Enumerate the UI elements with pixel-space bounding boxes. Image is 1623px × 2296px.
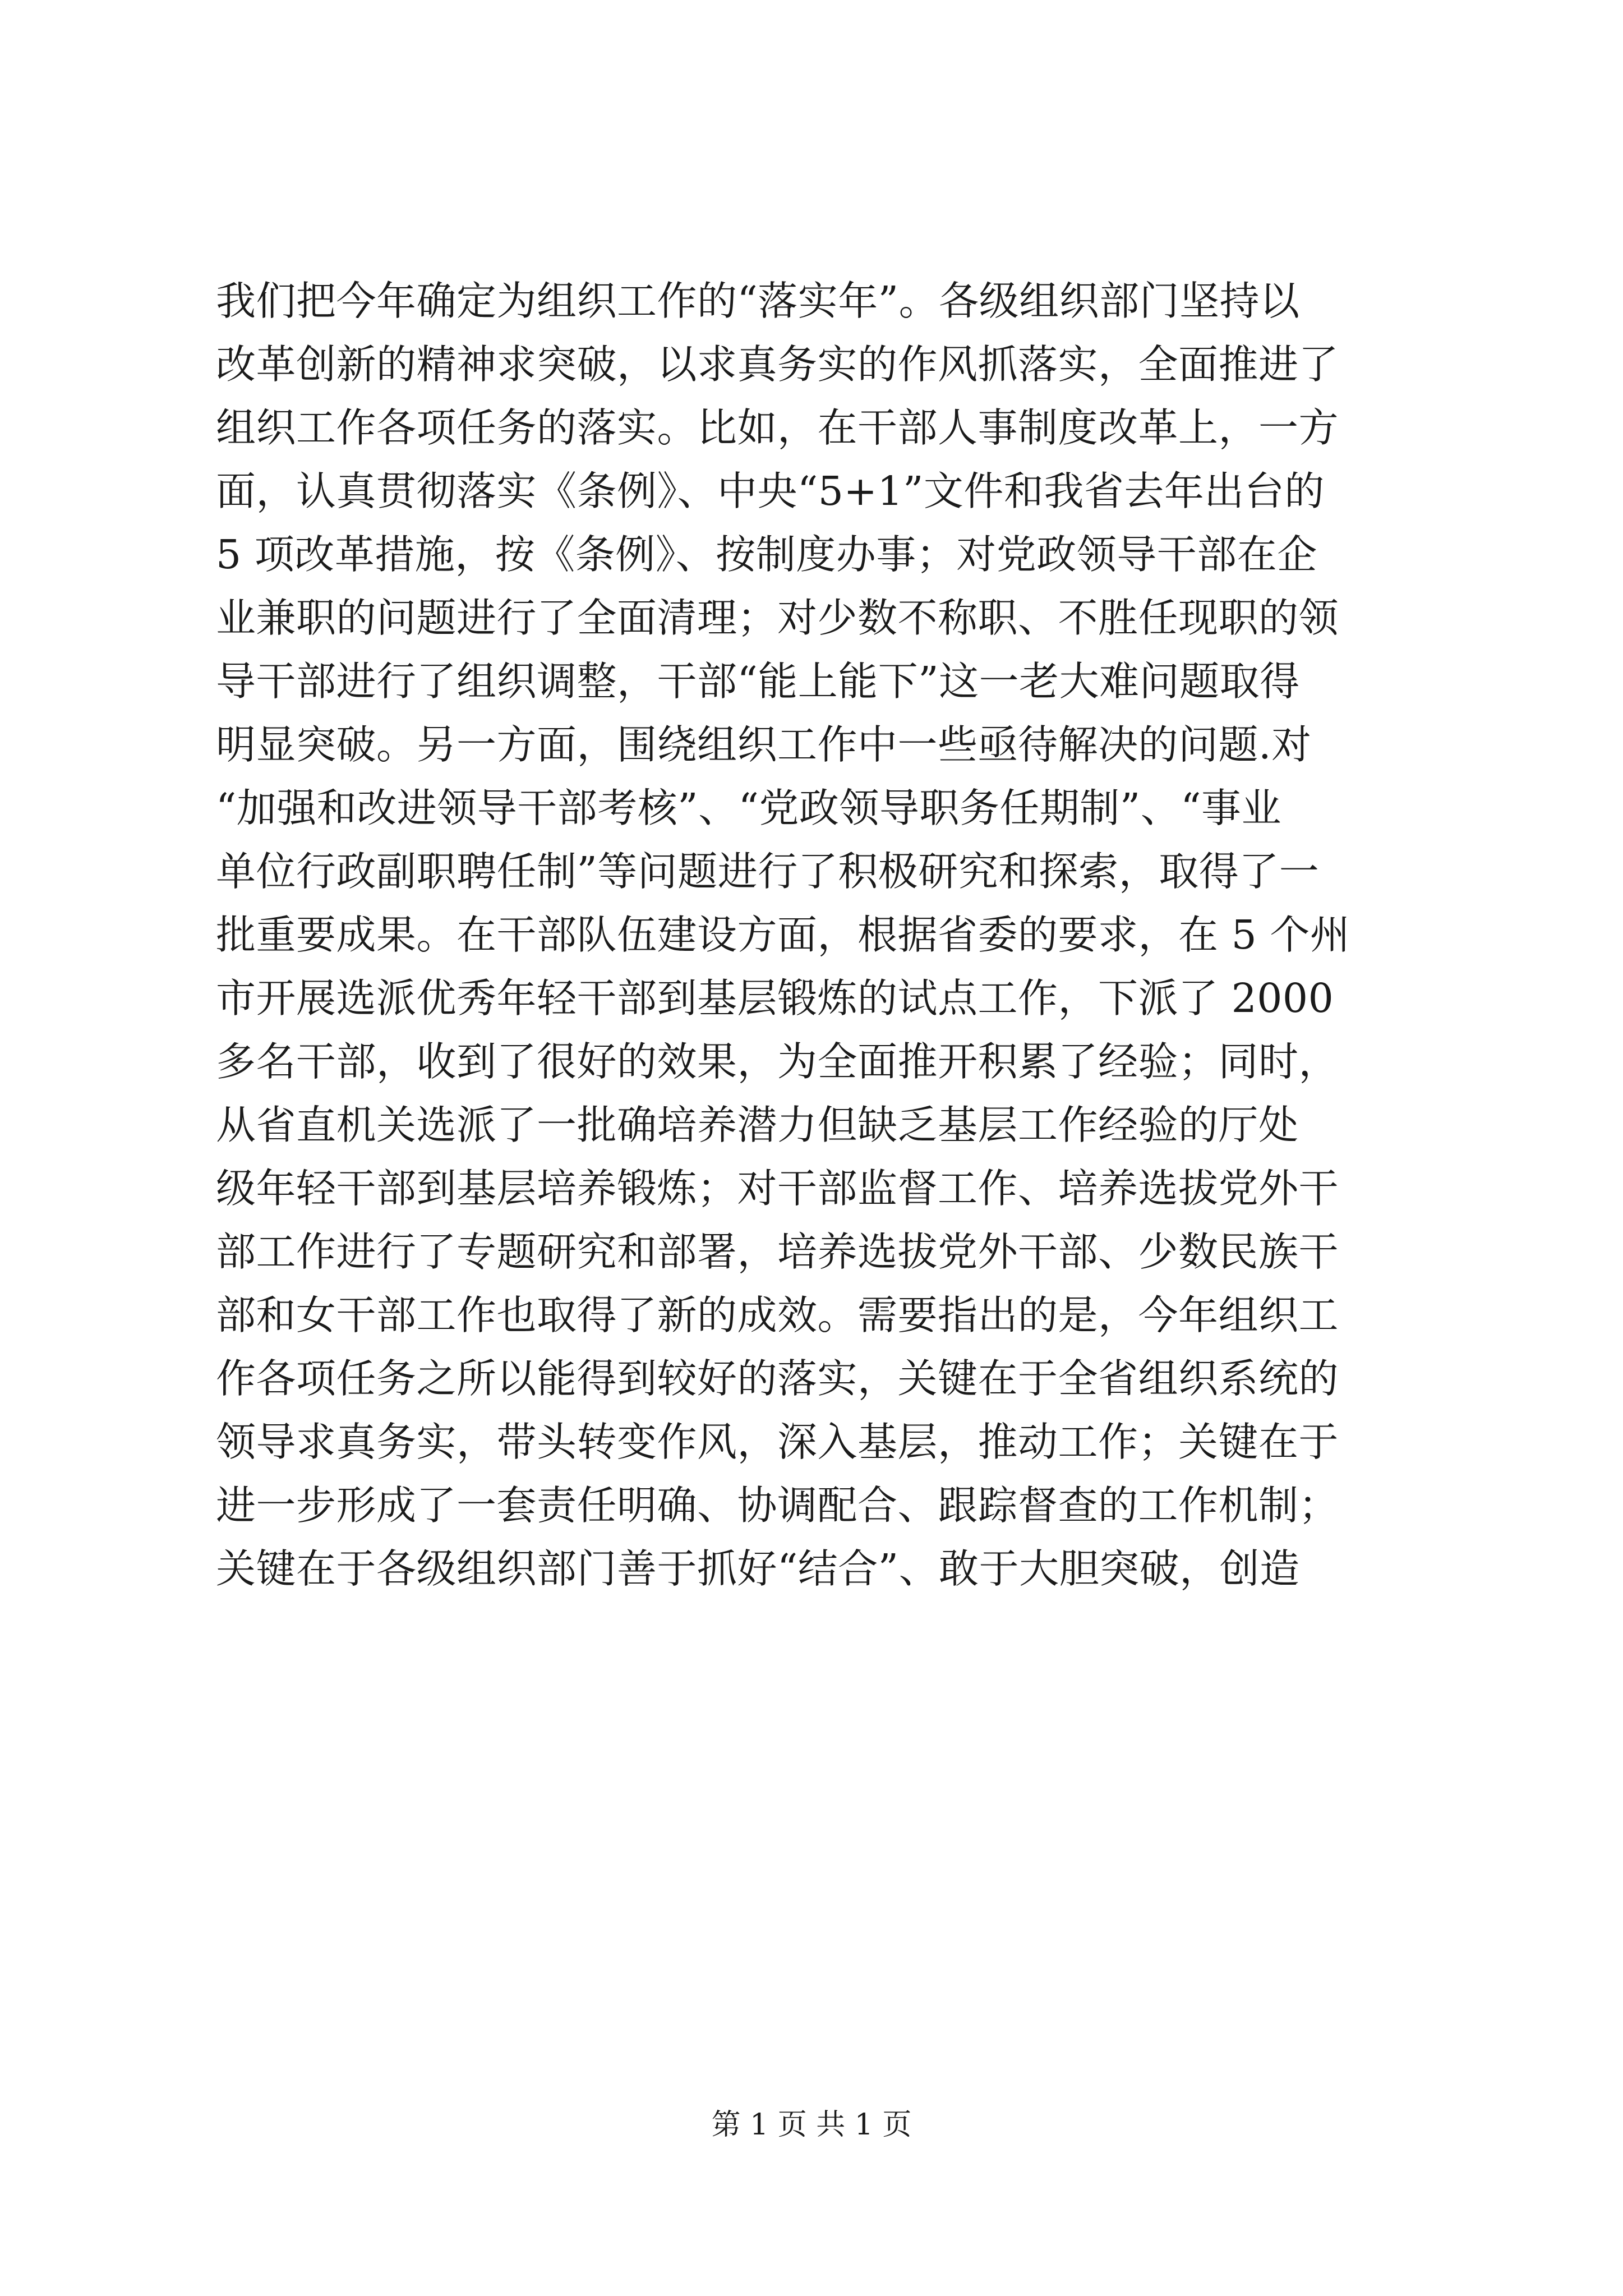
text-line: 市开展选派优秀年轻干部到基层锻炼的试点工作，下派了 2000 [216, 975, 1334, 1022]
text-line: 从省直机关选派了一批确培养潜力但缺乏基层工作经验的厅处 [216, 1102, 1299, 1148]
text-line: 组织工作各项任务的落实。比如，在干部人事制度改革上，一方 [216, 404, 1339, 451]
body-paragraph [216, 269, 1422, 1600]
text-line: 作各项任务之所以能得到较好的落实，关键在于全省组织系统的 [216, 1355, 1339, 1402]
text-line: 业兼职的问题进行了全面清理；对少数不称职、不胜任现职的领 [216, 595, 1339, 641]
text-line: 级年轻干部到基层培养锻炼；对干部监督工作、培养选拔党外干 [216, 1165, 1339, 1212]
text-line: 多名干部，收到了很好的效果，为全面推开积累了经验；同时， [216, 1038, 1339, 1085]
text-line: 5 项改革措施，按《条例》、按制度办事；对党政领导干部在企 [216, 531, 1317, 578]
text-line: 导干部进行了组织调整，干部“能上能下”这一老大难问题取得 [216, 658, 1300, 705]
text-line: 面，认真贯彻落实《条例》、中央“5+1”文件和我省去年出台的 [216, 468, 1325, 514]
text-line: 明显突破。另一方面，围绕组织工作中一些亟待解决的问题.对 [216, 721, 1312, 768]
text-line: 进一步形成了一套责任明确、协调配合、跟踪督查的工作机制； [216, 1482, 1339, 1529]
page-footer: 第 1 页 共 1 页 [711, 2108, 912, 2142]
text-line: 领导求真务实，带头转变作风，深入基层，推动工作；关键在于 [216, 1419, 1339, 1465]
text-line: “加强和改进领导干部考核”、“党政领导职务任期制”、“事业 [216, 785, 1281, 831]
text-line: 我们把今年确定为组织工作的“落实年”。各级组织部门坚持以 [216, 278, 1300, 324]
text-line: 部和女干部工作也取得了新的成效。需要指出的是，今年组织工 [216, 1292, 1339, 1338]
text-line: 改革创新的精神求突破，以求真务实的作风抓落实，全面推进了 [216, 341, 1339, 388]
text-line: 单位行政副职聘任制”等问题进行了积极研究和探索，取得了一 [216, 848, 1320, 895]
text-line: 部工作进行了专题研究和部署，培养选拔党外干部、少数民族干 [216, 1228, 1339, 1275]
text-line: 关键在于各级组织部门善于抓好“结合”、敢于大胆突破，创造 [216, 1545, 1300, 1592]
text-line: 批重要成果。在干部队伍建设方面，根据省委的要求，在 5 个州 [216, 912, 1350, 958]
